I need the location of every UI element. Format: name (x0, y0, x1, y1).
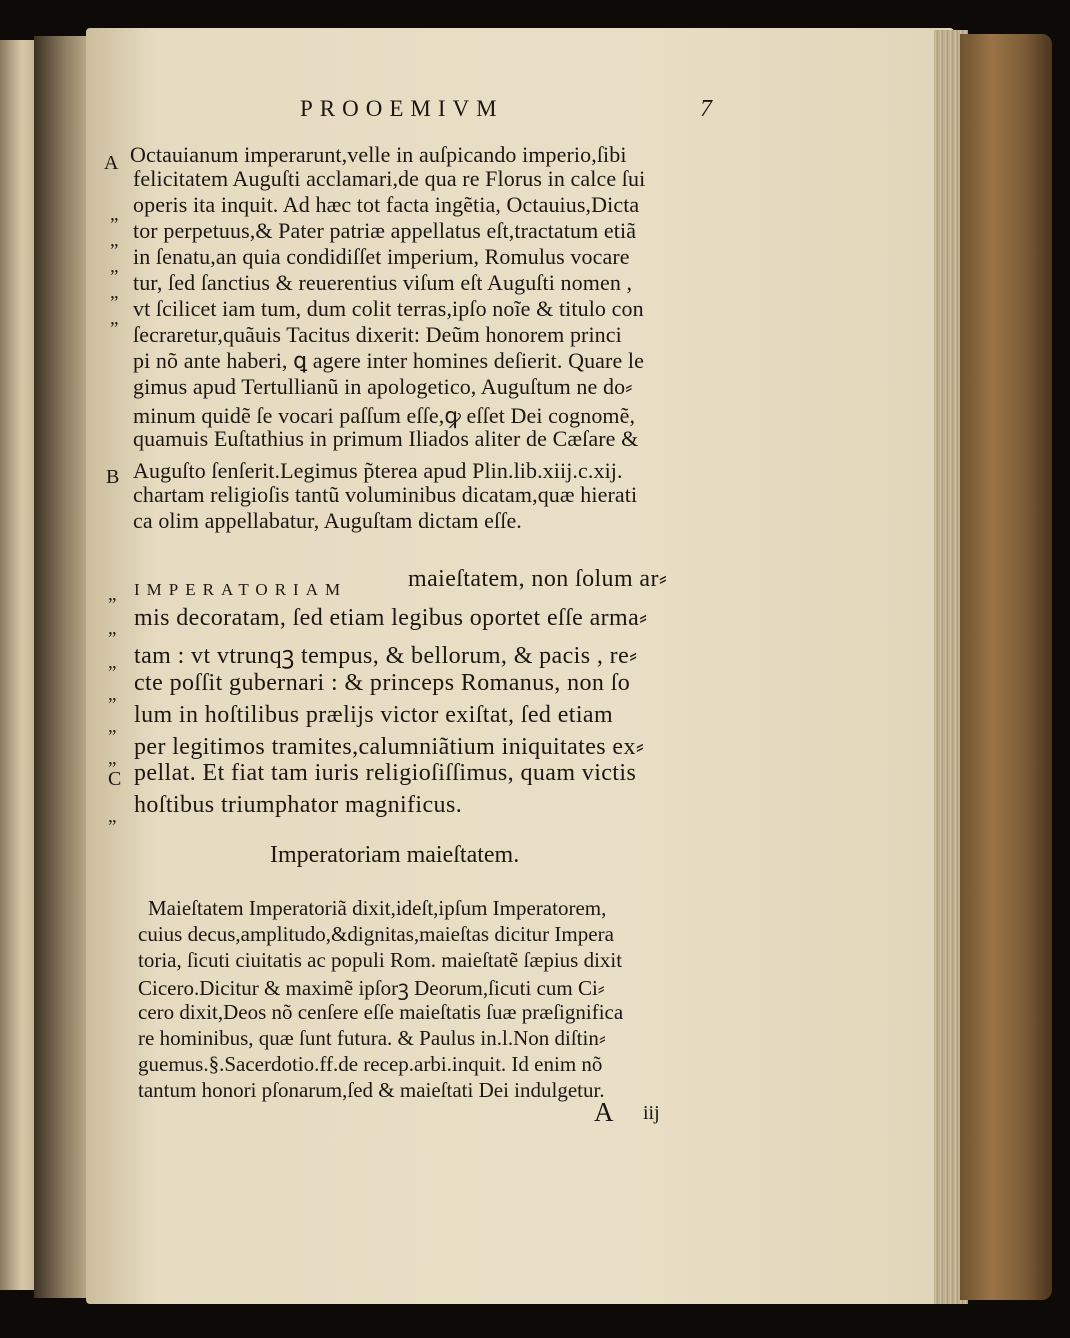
text-line: gimus apud Tertullianũ in apologetico, Auguſtum ne do⸗ (133, 374, 633, 399)
text-line: ſecraretur,quãuis Tacitus dixerit: Deũm honorem princi (133, 322, 622, 347)
section-lead: IMPERATORIAM (134, 580, 348, 599)
text-line: toria, ſicuti ciuitatis ac populi Rom. maieſtatẽ ſæpius dixit (138, 948, 623, 972)
text-line: chartam religioſis tantũ voluminibus dicatam,quæ hierati (133, 482, 638, 507)
margin-mark: „ (108, 584, 117, 605)
margin-mark: „ (108, 684, 117, 705)
text-line: cero dixit,Deos nõ cenſere eſſe maieſtatis ſuæ præſignifica (138, 1000, 624, 1024)
margin-mark: „ (110, 282, 119, 303)
text-line: cte poſſit gubernari : & princeps Romanus, non ſo (134, 670, 631, 696)
subheading: Imperatoriam maieſtatem. (270, 842, 520, 868)
text-line: minum quidẽ ſe vocari paſſum eſſe,ꝙ eſſet Dei cognomẽ, (133, 403, 636, 428)
text-line: pi nõ ante haberi, ꝗ agere inter homines deſierit. Quare le (133, 348, 644, 373)
margin-mark: „ (108, 806, 117, 827)
signature-number: iij (643, 1102, 660, 1124)
text-line: operis ita inquit. Ad hæc tot facta ingẽtia, Octauius,Dicta (133, 192, 640, 217)
text-line: Auguſto ſenſerit.Legimus p̃terea apud Plin.lib.xiij.c.xij. (133, 458, 623, 483)
text-line: in ſenatu,an quia condidiſſet imperium, Romulus vocare (133, 244, 630, 269)
text-line: quamuis Euſtathius in primum Iliados aliter de Cæſare & (133, 426, 639, 451)
margin-mark: „ (108, 652, 117, 673)
text-line: mis decoratam, ſed etiam legibus oportet eſſe arma⸗ (134, 605, 648, 631)
margin-mark: „ (110, 204, 119, 225)
text-line: lum in hoſtilibus prælijs victor exiſtat, ſed etiam (134, 702, 614, 728)
margin-mark: „ (108, 618, 117, 639)
margin-mark: „ (108, 748, 117, 769)
margin-mark: A (104, 152, 119, 174)
text-line: Octauianum imperarunt,velle in auſpicando imperio,ſibi (130, 142, 627, 167)
text-line: ca olim appellabatur, Auguſtam dictam eſſe. (133, 508, 522, 533)
text-line: maieſtatem, non ſolum ar⸗ (408, 566, 668, 592)
text-line: felicitatem Auguſti acclamari,de qua re Florus in calce ſui (133, 166, 646, 191)
text-line: tam : vt vtrunqꝫ tempus, & bellorum, & pacis , re⸗ (134, 643, 638, 669)
text-line: hoſtibus triumphator magnificus. (134, 792, 463, 818)
text-line: tantum honori pſonarum,ſed & maieſtati Dei indulgetur. (138, 1078, 605, 1102)
text-line: re hominibus, quæ ſunt futura. & Paulus in.l.Non diſtin⸗ (138, 1026, 606, 1050)
signature-letter: A (594, 1097, 614, 1127)
text-line: pellat. Et fiat tam iuris religioſiſſimus, quam victis (134, 760, 637, 786)
text-line: tor perpetuus,& Pater patriæ appellatus eſt,tractatum etiã (133, 218, 637, 243)
text-line: per legitimos tramites,calumniãtium iniquitates ex⸗ (134, 734, 645, 760)
text-line: cuius decus,amplitudo,&dignitas,maieſtas dicitur Impera (138, 922, 614, 946)
margin-mark: C (108, 768, 122, 790)
margin-mark: „ (110, 256, 119, 277)
text-line: Cicero.Dicitur & maximẽ ipſorꝫ Deorum,ſicuti cum Ci⸗ (138, 976, 605, 1000)
text-line: vt ſcilicet iam tum, dum colit terras,ipſo noĩe & titulo con (133, 296, 644, 321)
text-line: guemus.§.Sacerdotio.ff.de recep.arbi.inquit. Id enim nõ (138, 1052, 603, 1076)
running-header: PROOEMIVM (300, 96, 504, 121)
page-number: 7 (700, 96, 712, 122)
margin-mark: „ (108, 716, 117, 737)
margin-mark: B (106, 466, 120, 488)
text-line: Maieſtatem Imperatoriã dixit,ideſt,ipſum Imperatorem, (148, 896, 607, 920)
text-line: tur, ſed ſanctius & reuerentius viſum eſt Auguſti nomen , (133, 270, 633, 295)
margin-mark: „ (110, 308, 119, 329)
margin-mark: „ (110, 230, 119, 251)
